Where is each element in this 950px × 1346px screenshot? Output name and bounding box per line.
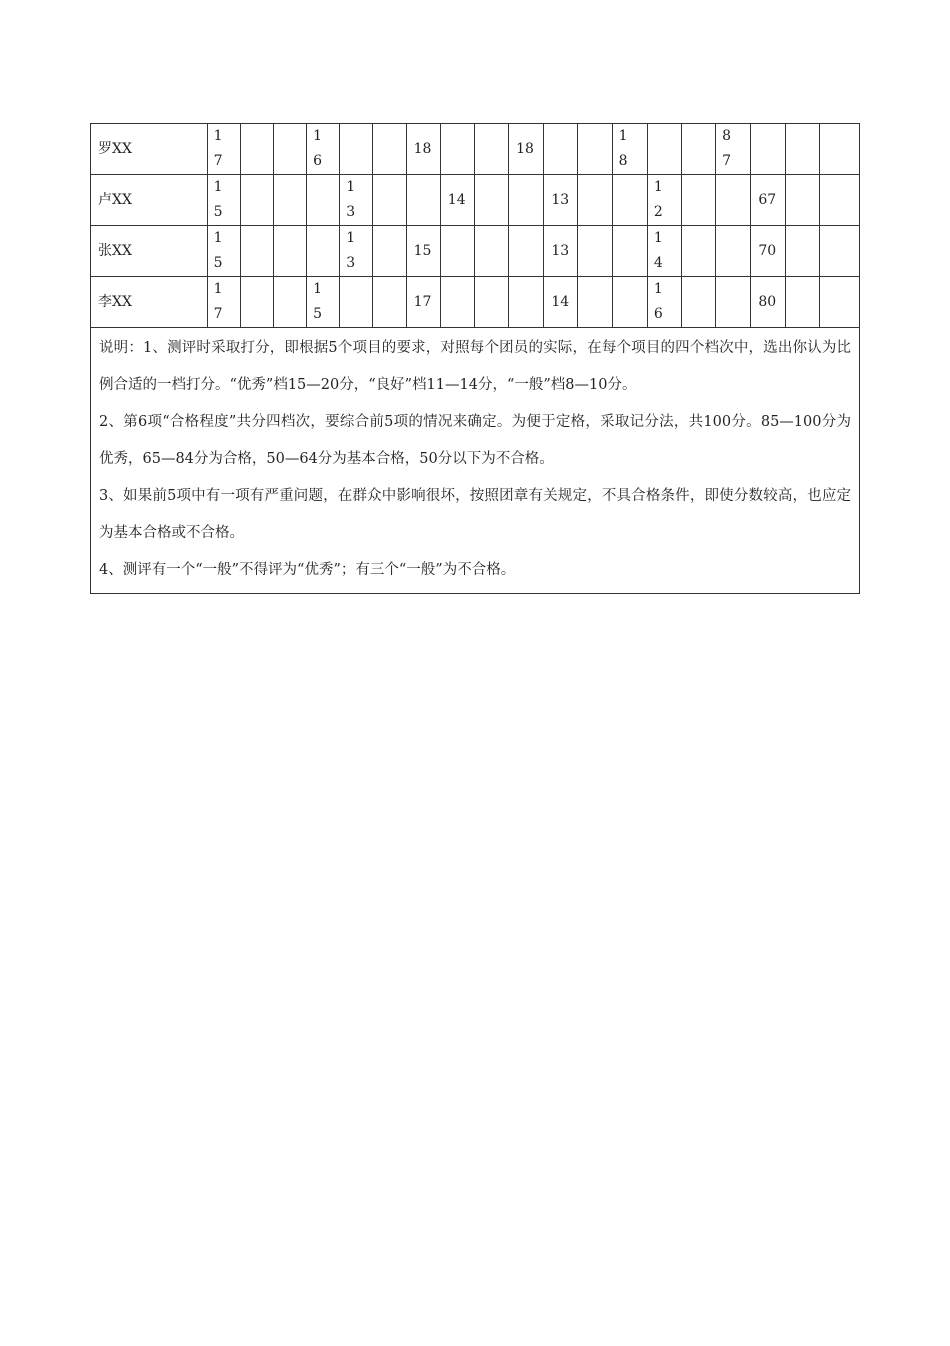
score-cell: 14: [544, 277, 578, 328]
score-cell: 13: [544, 226, 578, 277]
empty-cell: [240, 175, 273, 226]
empty-cell: [240, 124, 273, 175]
score-digit: 1: [618, 128, 628, 144]
score-digit: 8: [722, 128, 732, 144]
score-cell: 17: [406, 277, 440, 328]
empty-cell: [612, 226, 647, 277]
empty-cell: [578, 175, 612, 226]
empty-cell: [440, 226, 474, 277]
empty-cell: [647, 124, 681, 175]
score-digit: 1: [653, 230, 663, 246]
empty-cell: [578, 226, 612, 277]
score-digit: 7: [722, 153, 732, 169]
score-digit: 1: [213, 281, 223, 297]
empty-cell: [373, 226, 406, 277]
score-digit: 7: [213, 153, 223, 169]
empty-cell: [307, 226, 340, 277]
score-digit: 1: [653, 281, 663, 297]
score-cell: 80: [751, 277, 785, 328]
empty-cell: [612, 277, 647, 328]
score-cell: 67: [751, 175, 785, 226]
empty-cell: [682, 175, 716, 226]
empty-cell: [785, 175, 819, 226]
empty-cell: [440, 124, 474, 175]
empty-cell: [474, 124, 508, 175]
score-cell-stacked: [207, 277, 240, 328]
empty-cell: [406, 175, 440, 226]
note-1: 说明：1、测评时采取打分，即根据5个项目的要求，对照每个团员的实际，在每个项目的四个档次中，选出你认为比例合适的一档打分。“优秀”档15—20分，“良好”档11—14分，“一般”档8—10分。: [99, 340, 851, 393]
empty-cell: [612, 175, 647, 226]
score-digit: 1: [213, 179, 223, 195]
score-table: [90, 123, 860, 594]
member-name-cell: 卢XX: [91, 175, 208, 226]
empty-cell: [716, 277, 751, 328]
empty-cell: [273, 175, 306, 226]
score-cell-stacked: [207, 226, 240, 277]
empty-cell: [751, 124, 785, 175]
score-cell-stacked: [307, 124, 340, 175]
score-digit: 5: [313, 306, 323, 322]
table-row: [91, 277, 860, 328]
empty-cell: [340, 124, 373, 175]
notes-cell: [91, 328, 860, 594]
score-digit: 3: [346, 255, 356, 271]
table-body: [91, 124, 860, 594]
score-digit: 6: [653, 306, 663, 322]
score-cell-stacked: [340, 226, 373, 277]
score-cell: 18: [406, 124, 440, 175]
note-2: 2、第6项“合格程度”共分四档次，要综合前5项的情况来确定。为便于定格，采取记分法，共100分。85—100分为优秀，65—84分为合格，50—64分为基本合格，50分以下为不合格。: [99, 414, 851, 467]
note-4: 4、测评有一个“一般”不得评为“优秀”；有三个“一般”为不合格。: [99, 562, 516, 578]
empty-cell: [819, 124, 859, 175]
score-cell-stacked: [716, 124, 751, 175]
empty-cell: [682, 226, 716, 277]
table-row: [91, 175, 860, 226]
score-digit: 6: [313, 153, 323, 169]
empty-cell: [240, 226, 273, 277]
score-digit: 7: [213, 306, 223, 322]
empty-cell: [340, 277, 373, 328]
empty-cell: [440, 277, 474, 328]
score-digit: 5: [213, 255, 223, 271]
score-cell-stacked: [307, 277, 340, 328]
score-cell-stacked: [647, 226, 681, 277]
member-name-cell: 张XX: [91, 226, 208, 277]
empty-cell: [785, 226, 819, 277]
score-cell: 18: [509, 124, 544, 175]
score-digit: 5: [213, 204, 223, 220]
empty-cell: [509, 175, 544, 226]
table-row: [91, 124, 860, 175]
empty-cell: [785, 124, 819, 175]
empty-cell: [273, 124, 306, 175]
empty-cell: [819, 277, 859, 328]
empty-cell: [307, 175, 340, 226]
score-digit: 1: [346, 230, 356, 246]
score-digit: 1: [213, 128, 223, 144]
empty-cell: [509, 226, 544, 277]
score-digit: 1: [346, 179, 356, 195]
score-digit: 1: [653, 179, 663, 195]
score-cell: 14: [440, 175, 474, 226]
empty-cell: [682, 124, 716, 175]
score-cell: 15: [406, 226, 440, 277]
empty-cell: [682, 277, 716, 328]
empty-cell: [273, 226, 306, 277]
score-cell-stacked: [647, 277, 681, 328]
member-name-cell: 罗XX: [91, 124, 208, 175]
empty-cell: [474, 226, 508, 277]
score-cell-stacked: [207, 175, 240, 226]
empty-cell: [373, 124, 406, 175]
empty-cell: [240, 277, 273, 328]
empty-cell: [785, 277, 819, 328]
empty-cell: [373, 277, 406, 328]
score-cell-stacked: [207, 124, 240, 175]
score-digit: 4: [653, 255, 663, 271]
empty-cell: [716, 226, 751, 277]
score-digit: 1: [313, 281, 323, 297]
score-digit: 1: [313, 128, 323, 144]
empty-cell: [716, 175, 751, 226]
empty-cell: [819, 226, 859, 277]
score-cell-stacked: [340, 175, 373, 226]
empty-cell: [578, 124, 612, 175]
score-cell: 13: [544, 175, 578, 226]
note-3: 3、如果前5项中有一项有严重问题，在群众中影响很坏，按照团章有关规定，不具合格条件，即使分数较高，也应定为基本合格或不合格。: [99, 488, 851, 541]
score-digit: 2: [653, 204, 663, 220]
empty-cell: [474, 277, 508, 328]
score-digit: 3: [346, 204, 356, 220]
score-cell-stacked: [612, 124, 647, 175]
score-cell: 70: [751, 226, 785, 277]
empty-cell: [819, 175, 859, 226]
member-name-cell: 李XX: [91, 277, 208, 328]
empty-cell: [578, 277, 612, 328]
empty-cell: [474, 175, 508, 226]
score-cell-stacked: [647, 175, 681, 226]
score-digit: 8: [618, 153, 628, 169]
empty-cell: [373, 175, 406, 226]
empty-cell: [544, 124, 578, 175]
table-row: [91, 226, 860, 277]
score-digit: 1: [213, 230, 223, 246]
empty-cell: [273, 277, 306, 328]
empty-cell: [509, 277, 544, 328]
